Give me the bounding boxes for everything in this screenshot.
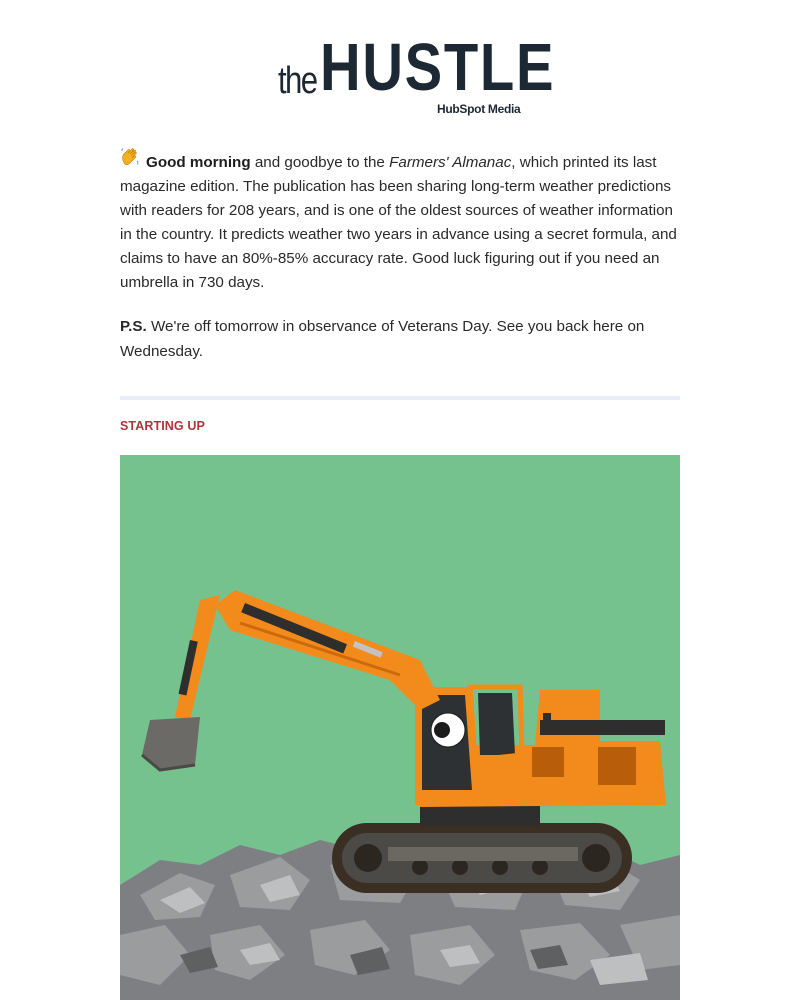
almanac-title: Farmers' Almanac — [389, 154, 512, 171]
ps-text: We're off tomorrow in observance of Veterans Day. See you back here on Wednesday. — [120, 318, 645, 360]
hustle-logo[interactable] — [0, 30, 800, 120]
logo-hubspot-media-text: HubSpot Media — [437, 102, 521, 116]
ps-label: P.S. — [120, 318, 147, 335]
greeting-bold: Good morning — [146, 154, 251, 171]
logo-the-text: the — [278, 60, 317, 102]
waving-hand-icon — [120, 147, 140, 175]
ps-paragraph — [120, 315, 680, 364]
intro-text-1: and goodbye to the — [250, 154, 390, 171]
section-divider — [120, 396, 680, 400]
intro-text-2: , which printed its last magazine edition. The publication has been sharing long-term weather predictions with readers for 208 years, and is one of the oldest sources of weather information in the country. It predicts weather two years in advance using a secret formula, and claims to have an 80%-85% accuracy rate. Good luck figuring out if you need an umbrella in 730 days. — [120, 154, 677, 291]
excavator-illustration — [120, 455, 680, 1000]
section-label: STARTING UP — [120, 419, 205, 433]
logo-hustle-text: HUSTLE — [320, 30, 556, 105]
hero-image-excavator[interactable] — [120, 455, 680, 1000]
intro-paragraph — [120, 147, 680, 295]
